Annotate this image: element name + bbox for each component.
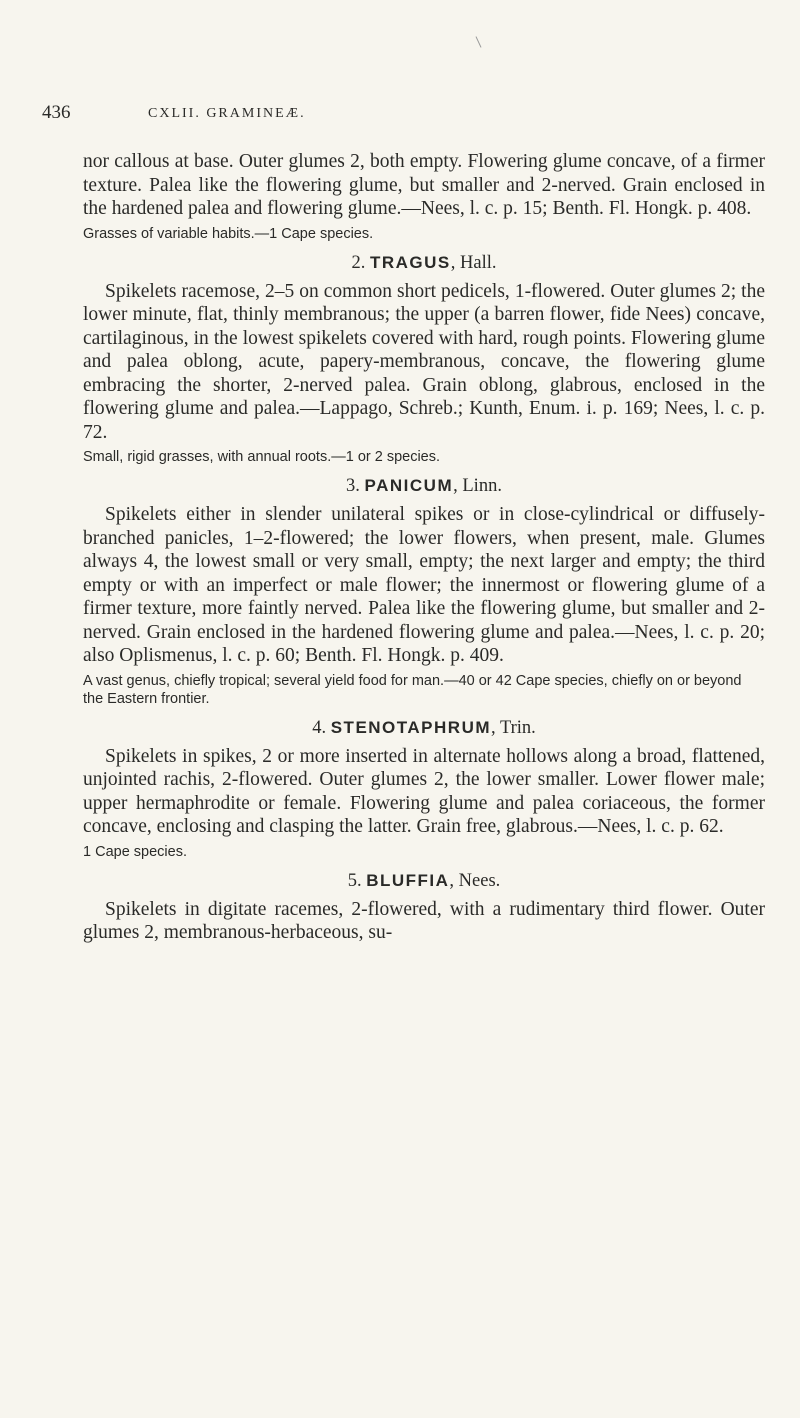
genus-heading: 3. PANICUM, Linn. bbox=[346, 476, 502, 496]
intro-paragraph: nor callous at base. Outer glumes 2, both empty. Flowering glume concave, of a firmer texture. Palea like the flowering glume, but smaller and 2-nerved. Grain enclosed in the hardened palea and flowering glume.—Nees, l. c. p. 15; Benth. Fl. Hongk. p. 408. bbox=[83, 151, 765, 219]
genus-number: 5. bbox=[347, 870, 362, 891]
genus-number: 3. bbox=[346, 476, 360, 496]
genus-description: Spikelets in spikes, 2 or more inserted in alternate hollows along a broad, flattened, unjointed rachis, 2-flowered. Outer glumes 2, the lower smaller. Lower flower male; upper hermaphrodite or female. Flowering glume and palea coriaceous, the former concave, enclosing and clasping the latter. Grain free, glabrous.—Nees, l. c. p. 62. bbox=[83, 745, 765, 837]
genus-number: 2. bbox=[351, 252, 366, 273]
scan-mark bbox=[476, 36, 482, 47]
genus-authority: Hall. bbox=[460, 252, 497, 273]
genus-section-bluffia bbox=[83, 871, 765, 945]
page-body bbox=[83, 150, 765, 945]
page-number: 436 bbox=[42, 102, 71, 123]
genus-description: Spikelets either in slender unilateral spikes or in close-cylindrical or diffusely-branched panicles, 1–2-flowered; the lower flowers, when present, male. Glumes always 4, the lowest small or very small, empty; the next larger and empty; the third empty or with an imperfect or male flower; the innermost or flowering glume of a firmer texture, more faintly nerved. Palea like the flowering glume, but smaller and 2-nerved. Grain enclosed in the hardened flowering glume and palea.—Nees, l. c. p. 20; also Oplismenus, l. c. p. 60; Benth. Fl. Hongk. p. 409. bbox=[83, 504, 765, 666]
intro-note: Grasses of variable habits.—1 Cape species. bbox=[83, 225, 374, 242]
genus-name: BLUFFIA bbox=[366, 870, 450, 890]
page-header bbox=[42, 102, 762, 130]
genus-number: 4. bbox=[312, 717, 327, 738]
genus-authority: Trin. bbox=[499, 717, 536, 738]
genus-note: A vast genus, chiefly tropical; several yield food for man.—40 or 42 Cape species, chiefly on or beyond the Eastern frontier. bbox=[83, 672, 742, 707]
genus-name: STENOTAPHRUM bbox=[330, 717, 492, 737]
genus-description: Spikelets in digitate racemes, 2-flowered, with a rudimentary third flower. Outer glumes 2, membranous-herbaceous, su- bbox=[83, 898, 765, 943]
genus-name: PANICUM bbox=[364, 476, 454, 495]
genus-section-panicum bbox=[83, 476, 765, 708]
genus-heading: 5. BLUFFIA, Nees. bbox=[347, 870, 501, 891]
genus-note: Small, rigid grasses, with annual roots.—1 or 2 species. bbox=[83, 449, 441, 465]
genus-heading: 2. TRAGUS, Hall. bbox=[351, 252, 497, 273]
genus-name: TRAGUS bbox=[369, 252, 451, 272]
genus-section-tragus bbox=[83, 253, 765, 467]
genus-section-stenotaphrum bbox=[83, 718, 765, 861]
genus-note: 1 Cape species. bbox=[83, 843, 187, 860]
running-title: CXLII. GRAMINEÆ. bbox=[148, 106, 306, 121]
genus-authority: Linn. bbox=[462, 476, 502, 496]
genus-heading: 4. STENOTAPHRUM, Trin. bbox=[312, 717, 536, 738]
genus-description: Spikelets racemose, 2–5 on common short pedicels, 1-flowered. Outer glumes 2; the lower minute, flat, thinly membranous; the upper (a barren flower, fide Nees) concave, cartilaginous, in the lowest spikelets covered with hard, rough points. Flowering glume and palea oblong, acute, papery-membranous, concave, the flowering glume embracing the shorter, 2-nerved palea. Grain oblong, glabrous, enclosed in the flowering glume and palea.—Lappago, Schreb.; Kunth, Enum. i. p. 169; Nees, l. c. p. 72. bbox=[83, 280, 765, 443]
genus-authority: Nees. bbox=[458, 870, 501, 891]
